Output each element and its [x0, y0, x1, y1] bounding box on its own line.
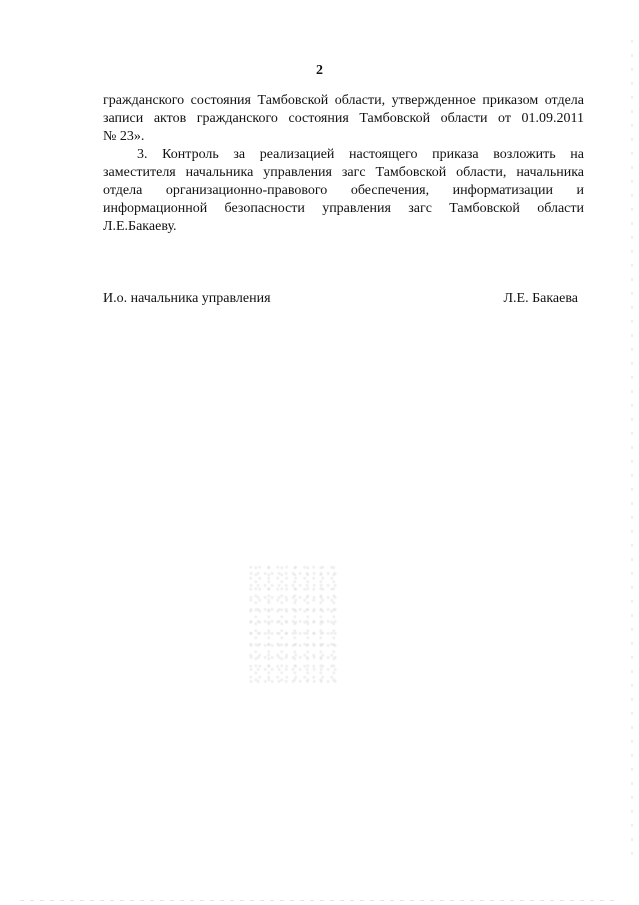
faint-stamp-trace — [248, 565, 338, 685]
scan-edge-artifact-bottom — [20, 900, 620, 901]
document-body — [103, 92, 584, 236]
page-number: 2 — [316, 63, 323, 78]
paragraph-3-line: 3. Контроль за реализацией настоящего приказа возложить на — [137, 147, 584, 162]
paragraph-line: гражданского состояния Тамбовской области, утвержденное приказом отдела — [103, 93, 584, 108]
signature-block — [103, 290, 578, 308]
paragraph-line: № 23». — [103, 129, 145, 144]
paragraph-3-line: информационной безопасности управления загс Тамбовской области — [103, 201, 584, 216]
signatory-name: Л.Е. Бакаева — [503, 291, 578, 306]
paragraph-3-line: Л.Е.Бакаеву. — [103, 219, 177, 234]
paragraph-line: записи актов гражданского состояния Тамбовской области от 01.09.2011 — [103, 111, 584, 126]
paragraph-3-line: отдела организационно-правового обеспечения, информатизации и — [103, 183, 584, 198]
scan-edge-artifact — [631, 40, 633, 860]
signatory-position: И.о. начальника управления — [103, 291, 271, 306]
paragraph-3-line: заместителя начальника управления загс Тамбовской области, начальника — [103, 165, 584, 180]
